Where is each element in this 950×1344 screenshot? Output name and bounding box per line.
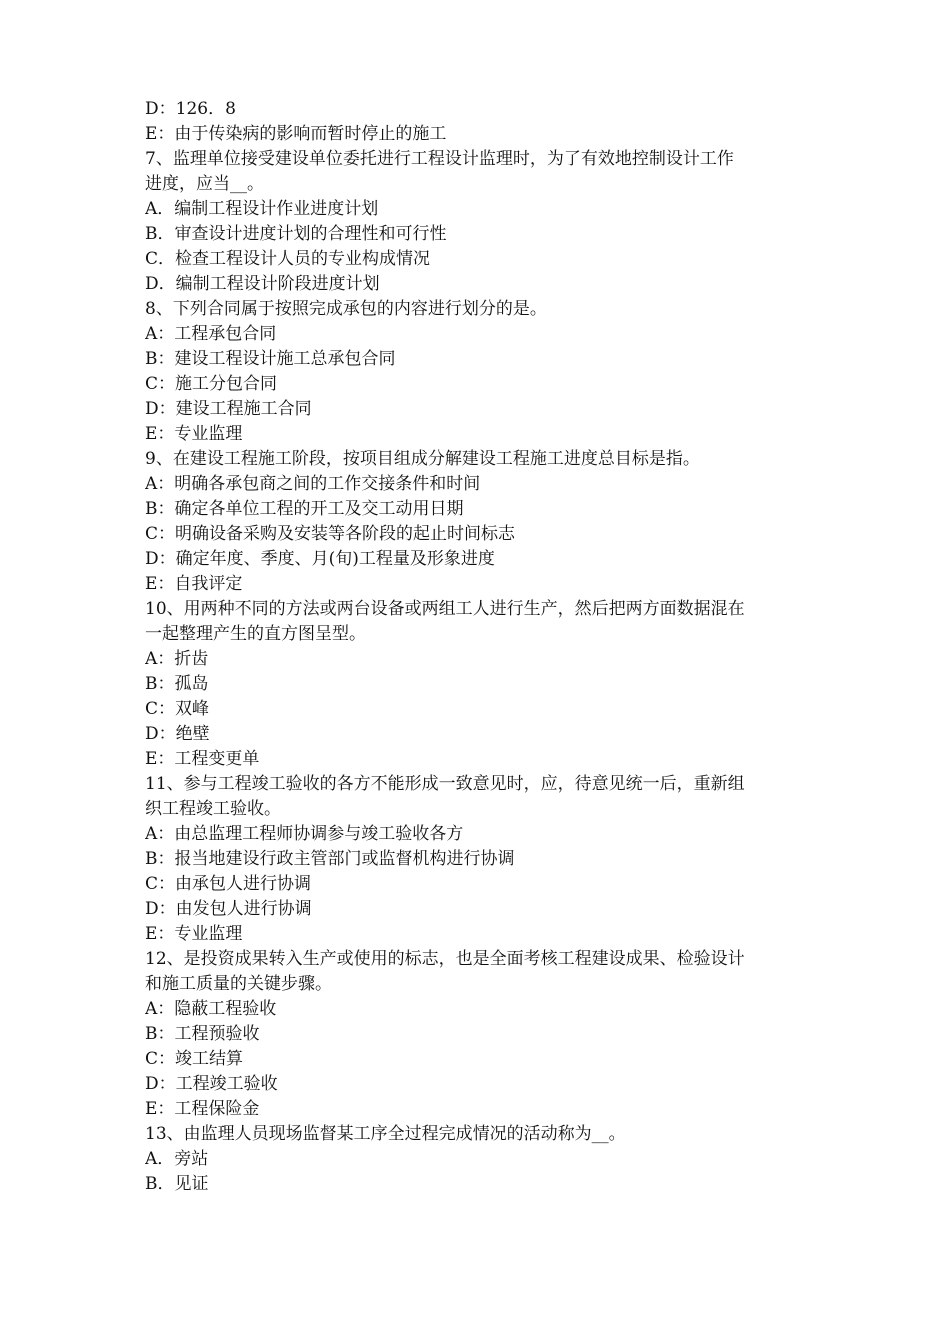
answer-option: D．编制工程设计阶段进度计划	[145, 274, 380, 294]
question-text: 10、用两种不同的方法或两台设备或两组工人进行生产，然后把两方面数据混在	[145, 599, 745, 619]
answer-option: C：明确设备采购及安装等各阶段的起止时间标志	[145, 524, 516, 544]
document-body	[145, 97, 825, 1197]
answer-option: C：双峰	[145, 699, 210, 719]
question-text: 一起整理产生的直方图呈型。	[145, 624, 366, 644]
answer-option: B．审查设计进度计划的合理性和可行性	[145, 224, 447, 244]
question-text: 9、在建设工程施工阶段，按项目组成分解建设工程施工进度总目标是指。	[145, 449, 700, 469]
answer-option: E：专业监理	[145, 424, 243, 444]
answer-option: B：确定各单位工程的开工及交工动用日期	[145, 499, 464, 519]
answer-option: B．见证	[145, 1174, 209, 1194]
answer-option: A．编制工程设计作业进度计划	[145, 199, 379, 219]
answer-option: A：工程承包合同	[145, 324, 277, 344]
question-text: 织工程竣工验收。	[145, 799, 281, 819]
answer-option: A：折齿	[145, 649, 209, 669]
answer-option: C：施工分包合同	[145, 374, 278, 394]
answer-option: B：报当地建设行政主管部门或监督机构进行协调	[145, 849, 515, 869]
answer-option: D：工程竣工验收	[145, 1074, 278, 1094]
answer-option: B：工程预验收	[145, 1024, 260, 1044]
question-text: 13、由监理人员现场监督某工序全过程完成情况的活动称为__。	[145, 1124, 626, 1144]
answer-option: E：自我评定	[145, 574, 243, 594]
question-text: 12、是投资成果转入生产或使用的标志，也是全面考核工程建设成果、检验设计	[145, 949, 745, 969]
answer-option: D：绝壁	[145, 724, 210, 744]
answer-option: C：竣工结算	[145, 1049, 244, 1069]
answer-option: B：孤岛	[145, 674, 209, 694]
answer-option: E：专业监理	[145, 924, 243, 944]
answer-option: A．旁站	[145, 1149, 209, 1169]
answer-option: D：确定年度、季度、月(旬)工程量及形象进度	[145, 549, 495, 569]
answer-option: D：由发包人进行协调	[145, 899, 312, 919]
answer-option: E：由于传染病的影响而暂时停止的施工	[145, 124, 447, 144]
question-text: 7、监理单位接受建设单位委托进行工程设计监理时，为了有效地控制设计工作	[145, 149, 734, 169]
answer-option: B：建设工程设计施工总承包合同	[145, 349, 396, 369]
answer-option: E：工程保险金	[145, 1099, 260, 1119]
question-text: 进度，应当__。	[145, 174, 264, 194]
answer-option: D：126．8	[145, 99, 236, 119]
answer-option: A：隐蔽工程验收	[145, 999, 277, 1019]
answer-option: D：建设工程施工合同	[145, 399, 312, 419]
answer-option: C：由承包人进行协调	[145, 874, 312, 894]
answer-option: E：工程变更单	[145, 749, 260, 769]
question-text: 8、下列合同属于按照完成承包的内容进行划分的是。	[145, 299, 547, 319]
answer-option: A：由总监理工程师协调参与竣工验收各方	[145, 824, 464, 844]
question-text: 和施工质量的关键步骤。	[145, 974, 332, 994]
question-text: 11、参与工程竣工验收的各方不能形成一致意见时，应，待意见统一后，重新组	[145, 774, 745, 794]
answer-option: C．检查工程设计人员的专业构成情况	[145, 249, 431, 269]
answer-option: A：明确各承包商之间的工作交接条件和时间	[145, 474, 481, 494]
